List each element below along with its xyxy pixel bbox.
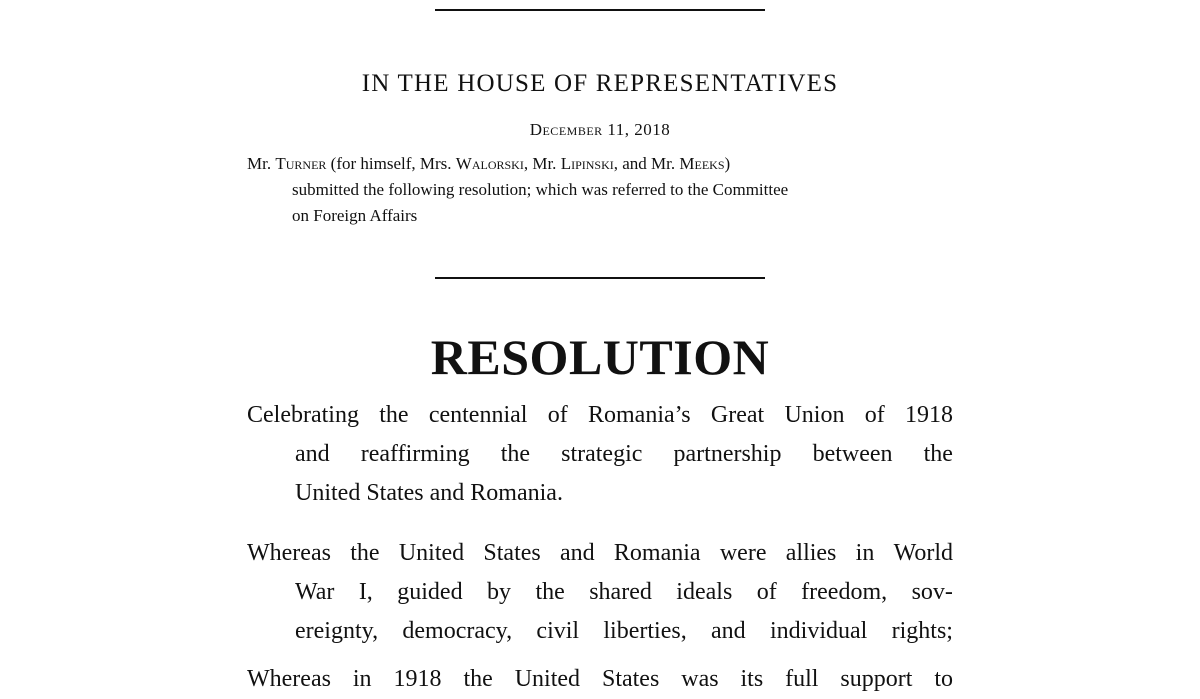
word: Union	[784, 402, 845, 428]
word: individual	[769, 618, 868, 644]
word: ereignty,	[295, 618, 379, 644]
word: the	[463, 666, 493, 692]
cosponsor-2: Lipinski	[560, 154, 614, 173]
sponsor-line-1	[247, 151, 953, 177]
sponsor-prefix: Mr.	[247, 154, 272, 173]
whereas-clause-1	[247, 534, 953, 651]
word: United	[514, 666, 581, 692]
word: the	[379, 402, 409, 428]
whereas-1-line-1	[247, 534, 953, 573]
word: Great	[710, 402, 765, 428]
word: of	[864, 402, 885, 428]
word: the	[350, 540, 380, 566]
word: and	[295, 441, 330, 467]
word: allies	[785, 540, 837, 566]
word: liberties,	[603, 618, 687, 644]
word: in	[352, 666, 372, 692]
word: by	[487, 579, 512, 605]
word: were	[719, 540, 767, 566]
word: of	[547, 402, 568, 428]
whereas-1-line-3	[247, 612, 953, 651]
word: the	[923, 441, 953, 467]
word: Whereas	[247, 666, 331, 692]
purpose-line-2	[247, 435, 953, 474]
word: was	[681, 666, 719, 692]
cosponsor-1: Walorski	[455, 154, 524, 173]
sponsor-line-2: submitted the following resolution; which was referred to the Committee	[292, 180, 789, 199]
word: strategic	[561, 441, 643, 467]
word: partnership	[673, 441, 782, 467]
introduction-date: December 11, 2018	[529, 120, 671, 139]
word: democracy,	[402, 618, 513, 644]
word: between	[812, 441, 893, 467]
sponsor-separator-2: , and Mr.	[613, 154, 676, 173]
middle-divider	[435, 277, 765, 279]
word: guided	[397, 579, 463, 605]
word: Romania	[613, 540, 701, 566]
sponsor-statement	[247, 151, 953, 229]
word: Celebrating	[247, 402, 359, 428]
sponsor-line-3: on Foreign Affairs	[292, 206, 418, 225]
word: centennial	[428, 402, 528, 428]
whereas-clause-2	[247, 660, 953, 699]
word: 1918	[905, 402, 953, 428]
purpose-paragraph	[247, 396, 953, 513]
word: support	[840, 666, 913, 692]
sponsor-text: (for himself, Mrs.	[330, 154, 452, 173]
cosponsor-3: Meeks	[679, 154, 725, 173]
word: in	[855, 540, 875, 566]
word: rights;	[891, 618, 953, 644]
word: the	[535, 579, 565, 605]
word: and	[560, 540, 595, 566]
word: to	[934, 666, 953, 692]
word: reaffirming	[360, 441, 470, 467]
word: War	[295, 579, 335, 605]
word: full	[785, 666, 819, 692]
word: its	[740, 666, 764, 692]
word: I,	[358, 579, 373, 605]
sponsor-separator-1: , Mr.	[523, 154, 557, 173]
word: of	[756, 579, 777, 605]
top-divider	[435, 9, 765, 11]
word: civil	[536, 618, 580, 644]
word: Romania’s	[587, 402, 691, 428]
whereas-2-line-1	[247, 660, 953, 699]
document-title: RESOLUTION	[430, 329, 770, 385]
word: shared	[589, 579, 652, 605]
word: United	[398, 540, 465, 566]
purpose-line-3: United States and Romania.	[295, 480, 563, 506]
sponsor-name: Turner	[275, 154, 327, 173]
word: freedom,	[801, 579, 888, 605]
word: 1918	[393, 666, 442, 692]
purpose-line-1	[247, 396, 953, 435]
chamber-heading: IN THE HOUSE OF REPRESENTATIVES	[361, 70, 839, 97]
sponsor-close: )	[724, 154, 731, 173]
word: States	[483, 540, 541, 566]
word: States	[601, 666, 660, 692]
whereas-1-line-2	[247, 573, 953, 612]
word: sov-	[911, 579, 953, 605]
word: World	[893, 540, 953, 566]
word: Whereas	[247, 540, 331, 566]
word: the	[500, 441, 531, 467]
word: ideals	[676, 579, 733, 605]
word: and	[711, 618, 746, 644]
